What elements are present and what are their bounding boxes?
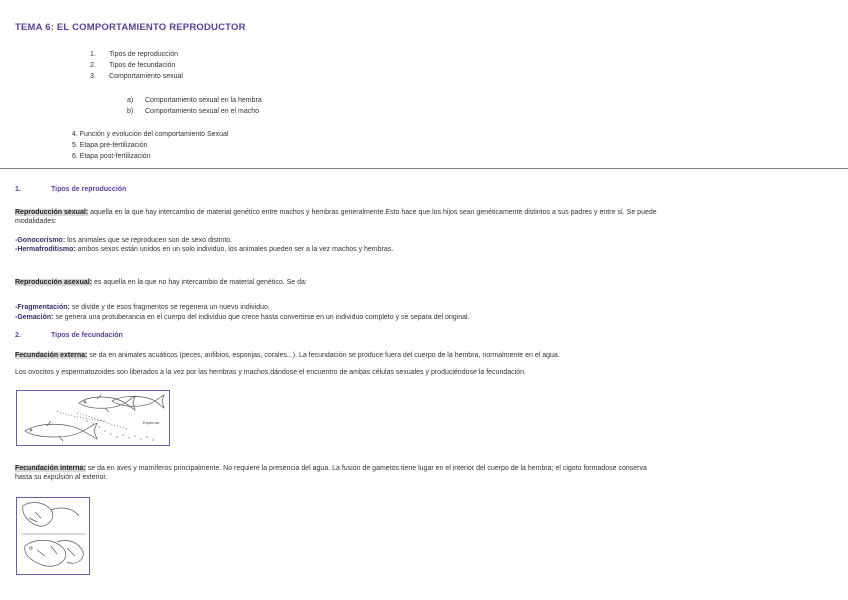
definition-text: ambos sexos están unidos en un solo individuo, los animales pueden ser a la vez machos y hembras. (75, 246, 394, 253)
definition-hermafroditismo (15, 245, 393, 254)
term: -Hermafroditismo: (15, 246, 76, 253)
index-item (90, 50, 179, 59)
section-title: Tipos de reproducción (51, 186, 127, 193)
index-num: 1. (90, 51, 96, 58)
index-text: Comportamiento sexual en el macho (145, 108, 260, 115)
paragraph-text: hasta su expulsión al exterior. (15, 474, 108, 481)
section-number: 2. (15, 332, 21, 339)
fig-label: Esperma (143, 420, 160, 425)
definition-gemacion (15, 313, 470, 322)
index-text: Tipos de fecundación (109, 62, 176, 69)
paragraph-text: se da en aves y mamíferos principalmente. No requiere la presencia del agua. La fusión de gametos tiene lugar en el interior del cuerpo de la hembra; el cigoto formadose conserva (85, 465, 647, 472)
fish-illustration (17, 391, 169, 445)
paragraph-text: es aquella en la que no hay intercambio de material genético. Se da: (92, 279, 307, 286)
index-item (90, 72, 183, 81)
index-item: 5. Etapa pre-fertilización (72, 142, 148, 149)
section-number: 1. (15, 186, 21, 193)
fish-spawning-image (16, 390, 170, 446)
term-highlight: Reproducción asexual: (15, 279, 93, 286)
index-num: a) (127, 97, 134, 104)
index-text: Comportamiento sexual en la hembra (145, 97, 262, 104)
section-heading (15, 332, 123, 339)
definition-text: se genera una protuberancia en el cuerpo del individuo que crece hasta convertirse en un individuo completo y se separa del original. (53, 314, 470, 321)
index-num: 2. (90, 62, 96, 69)
index-num: b) (127, 108, 134, 115)
paragraph-text: modalidades: (15, 218, 57, 225)
index-text: Comportamiento sexual (109, 73, 183, 80)
term: -Gonocorismo: (15, 237, 66, 244)
index-subitem (127, 96, 262, 105)
definition-gonocorismo (15, 236, 232, 245)
mating-illustration (17, 498, 89, 574)
mating-illustration-image (16, 497, 90, 575)
term: -Fragmentación: (15, 304, 70, 311)
paragraph-text: se da en animales acuáticos (peces, anfibios, esponjas, corales...). La fecundación se produce fuera del cuerpo de la hembra, normalmente en el agua. (87, 352, 560, 359)
paragraph-text: aquella en la que hay intercambio de material genético entre machos y hembras generalmente.Esto hace que los hijos sean genéticamente distintos a sus padres y entre sí. Se puede (88, 209, 657, 216)
page-title: TEMA 6: EL COMPORTAMIENTO REPRODUCTOR (15, 22, 246, 33)
term-highlight: Reproducción sexual: (15, 209, 89, 216)
paragraph-text: Los ovocitos y espermatozoides son liberados a la vez por las hembras y machos,dándose el encuentro de ambas células sexuales y produciéndose la fecundación. (15, 369, 526, 376)
divider (0, 168, 848, 169)
paragraph-internal (15, 464, 647, 473)
index-num: 3. (90, 73, 96, 80)
term-highlight: Fecundación externa: (15, 352, 88, 359)
definition-text: los animales que se reproducen son de sexo distinto. (65, 237, 233, 244)
index-item: 4. Función y evolución del comportamiento Sexual (72, 131, 229, 138)
definition-fragmentacion (15, 303, 270, 312)
paragraph-external (15, 351, 560, 360)
index-item: 6. Etapa post-fertilización (72, 153, 151, 160)
index-text: Tipos de reproducción (109, 51, 179, 58)
index-item (90, 61, 176, 70)
paragraph-sexual (15, 208, 657, 217)
definition-text: se divide y de esos fragmentos se regenera un nuevo individuo. (69, 304, 270, 311)
term-highlight: Fecundación interna: (15, 465, 86, 472)
paragraph-asexual (15, 278, 307, 287)
term: -Gemación: (15, 314, 54, 321)
index-subitem (127, 107, 260, 116)
section-title: Tipos de fecundación (51, 332, 123, 339)
section-heading (15, 186, 126, 193)
